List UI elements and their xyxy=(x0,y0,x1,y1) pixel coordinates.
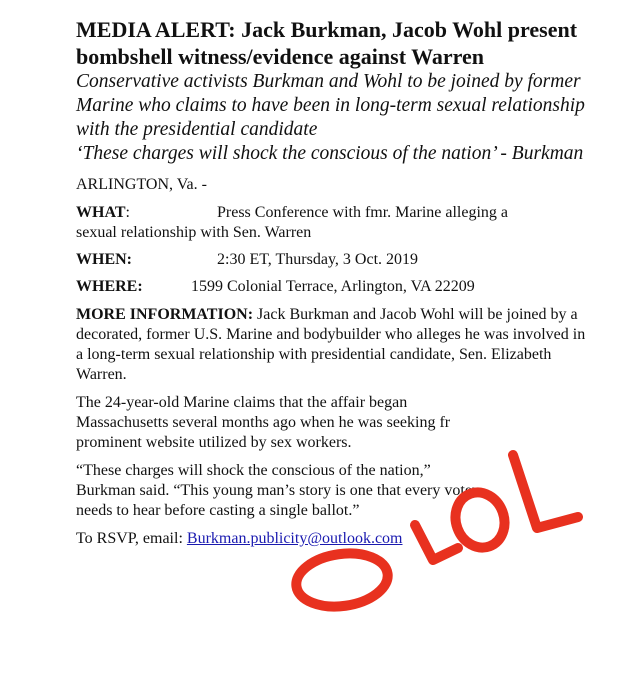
when-label: WHEN: xyxy=(76,251,132,268)
when-value: 2:30 ET, Thursday, 3 Oct. 2019 xyxy=(217,251,419,268)
paragraph-quote xyxy=(76,461,596,521)
rsvp-line xyxy=(76,529,596,549)
where-value: 1599 Colonial Terrace, Arlington, VA 22209 xyxy=(191,278,475,295)
where-section xyxy=(76,277,596,297)
where-label: WHERE: xyxy=(76,278,143,295)
paragraph-affair-line-3: prominent website utilized by sex workers. xyxy=(76,434,352,451)
subheadline-1: Conservative activists Burkman and Wohl to be joined by former Marine who claims to have been in long-term sexual relationship with the presidential candidate xyxy=(76,71,585,140)
what-label: WHAT xyxy=(76,204,126,221)
subheadline-2: ‘These charges will shock the conscious of the nation’ - Burkman xyxy=(76,143,584,164)
annotation-circle-o xyxy=(293,548,391,612)
paragraph-quote-line-1: “These charges will shock the conscious of the nation,” xyxy=(76,462,431,479)
paragraph-quote-line-3: needs to hear before casting a single ballot.” xyxy=(76,502,360,519)
what-value: Press Conference with fmr. Marine alleging a xyxy=(217,204,509,221)
paragraph-affair-line-2: Massachusetts several months ago when he was seeking fr xyxy=(76,414,451,431)
paragraph-quote-line-2: Burkman said. “This young man’s story is one that every voter xyxy=(76,482,478,499)
paragraph-affair xyxy=(76,393,596,453)
more-information-paragraph xyxy=(76,305,596,385)
what-section: WHAT: Press Conference with fmr. Marine alleging a sexual relationship with Sen. Warren xyxy=(76,203,596,243)
paragraph-affair-line-1: The 24-year-old Marine claims that the affair began xyxy=(76,394,408,411)
what-value-cont: sexual relationship with Sen. Warren xyxy=(76,224,312,241)
headline: MEDIA ALERT: Jack Burkman, Jacob Wohl present bombshell witness/evidence against Warren xyxy=(76,17,578,69)
press-release xyxy=(76,16,596,549)
when-section xyxy=(76,250,596,270)
more-information-text: Jack Burkman and Jacob Wohl will be joined by a decorated, former U.S. Marine and bodybuilder who alleges he was involved in a long-term sexual relationship with presidential candidate, Sen. Elizabeth Warren. xyxy=(76,306,586,383)
rsvp-prefix: To RSVP, email: xyxy=(76,530,187,547)
more-information-label: MORE INFORMATION: xyxy=(76,306,254,323)
dateline: ARLINGTON, Va. - xyxy=(76,176,207,193)
rsvp-email-link[interactable]: Burkman.publicity@outlook.com xyxy=(186,530,403,547)
